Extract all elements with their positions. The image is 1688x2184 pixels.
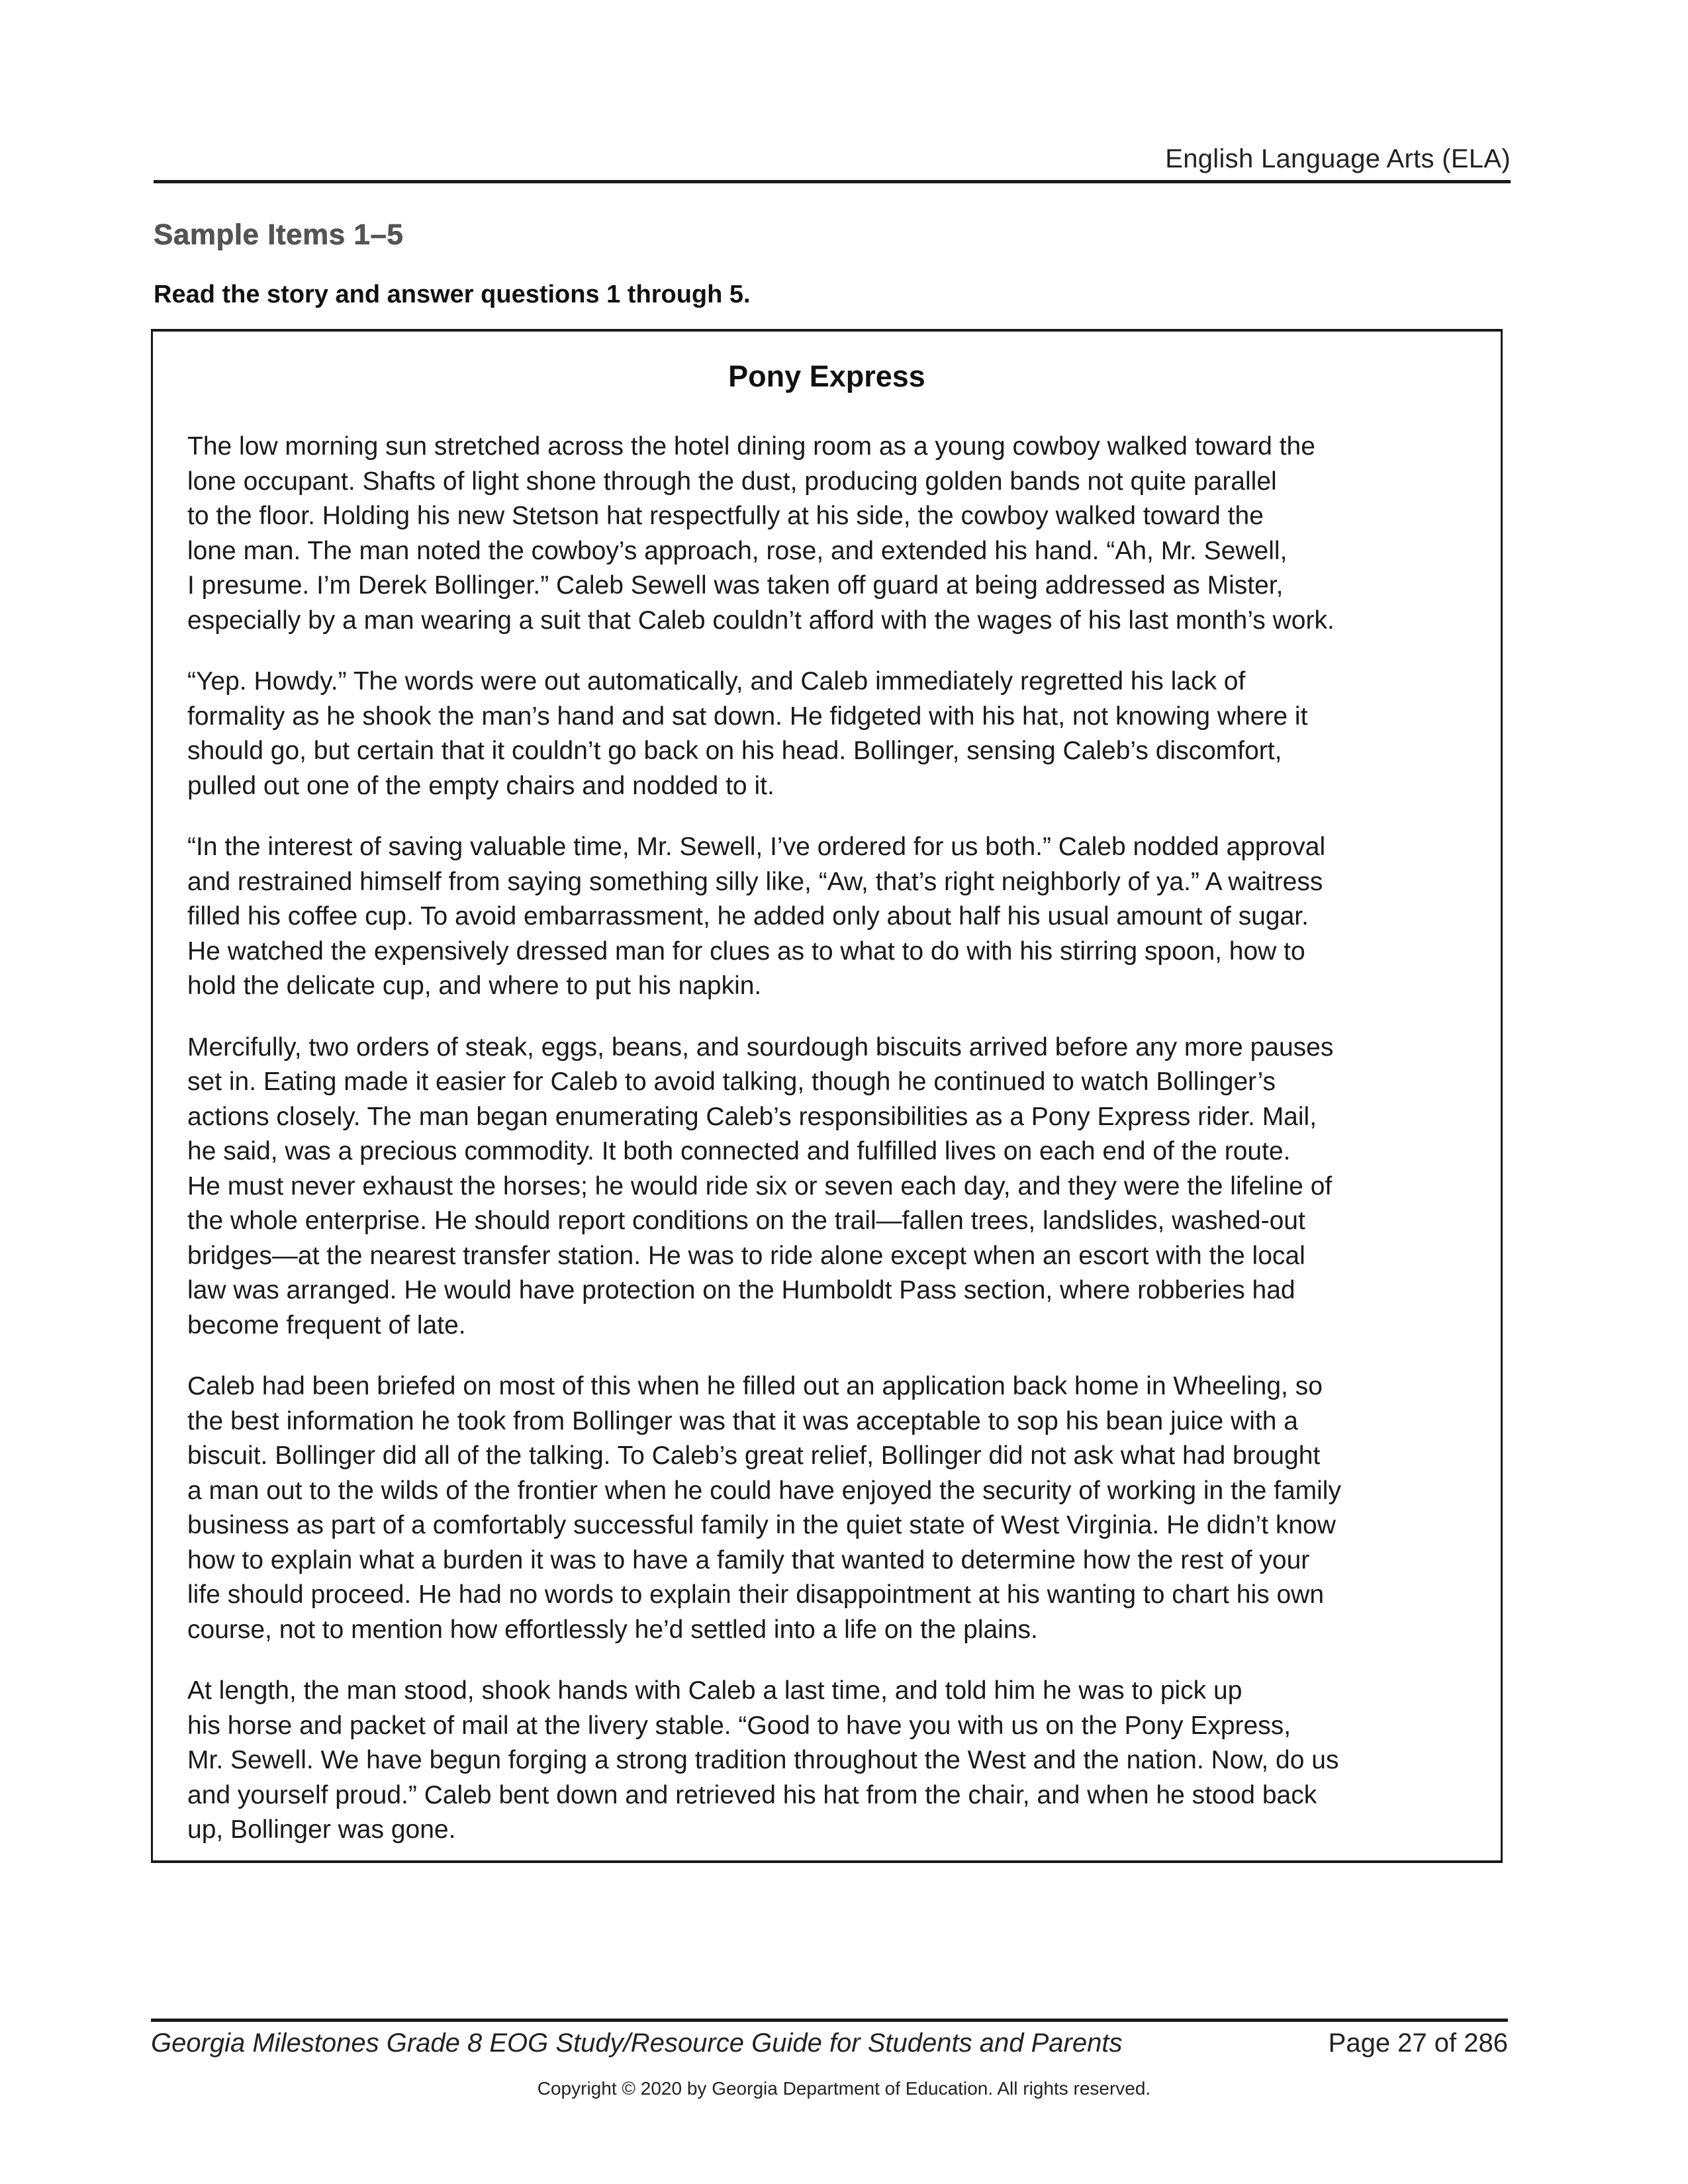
text-line: life should proceed. He had no words to explain their disappointment at his wanting to chart his own — [187, 1580, 1325, 1609]
text-line: he said, was a precious commodity. It both connected and fulfilled lives on each end of the route. — [187, 1137, 1291, 1165]
text-line: Mercifully, two orders of steak, eggs, beans, and sourdough biscuits arrived before any more pauses — [187, 1032, 1334, 1062]
subject-label: English Language Arts (ELA) — [1165, 144, 1511, 173]
text-line: The low morning sun stretched across the hotel dining room as a young cowboy walked toward the — [187, 432, 1315, 461]
text-line: become frequent of late. — [187, 1310, 466, 1340]
text-line: lone man. The man noted the cowboy’s approach, rose, and extended his hand. “Ah, Mr. Sewell, — [187, 536, 1288, 565]
text-line: filled his coffee cup. To avoid embarrassment, he added only about half his usual amount of sugar. — [187, 902, 1309, 931]
text-line: lone occupant. Shafts of light shone through the dust, producing golden bands not quite parallel — [187, 467, 1277, 496]
page-number: Page 27 of 286 — [1328, 2028, 1508, 2058]
passage-paragraph — [187, 830, 1485, 1004]
passage-paragraph — [187, 1030, 1485, 1343]
text-line: I presume. I’m Derek Bollinger.” Caleb Sewell was taken off guard at being addressed as Mister, — [187, 571, 1284, 600]
text-line: bridges—at the nearest transfer station. He was to ride alone except when an escort with the local — [187, 1241, 1305, 1270]
text-line: should go, but certain that it couldn’t go back on his head. Bollinger, sensing Caleb’s discomfort, — [187, 737, 1282, 765]
text-line: business as part of a comfortably successful family in the quiet state of West Virginia. He didn’t know — [187, 1511, 1336, 1539]
text-line: Mr. Sewell. We have begun forging a strong tradition throughout the West and the nation. Now, do us — [187, 1746, 1339, 1774]
passage-paragraph — [187, 430, 1485, 638]
text-line: “Yep. Howdy.” The words were out automatically, and Caleb immediately regretted his lack of — [187, 667, 1246, 696]
passage-paragraph — [187, 1674, 1485, 1848]
text-line: how to explain what a burden it was to have a family that wanted to determine how the rest of your — [187, 1545, 1310, 1574]
text-line: his horse and packet of mail at the livery stable. “Good to have you with us on the Pony Express, — [187, 1711, 1291, 1740]
page-footer — [151, 2019, 1508, 2058]
text-line: the whole enterprise. He should report conditions on the trail—fallen trees, landslides, washed-out — [187, 1206, 1305, 1235]
guide-title: Georgia Milestones Grade 8 EOG Study/Resource Guide for Students and Parents — [151, 2028, 1123, 2058]
text-line: a man out to the wilds of the frontier when he could have enjoyed the security of working in the family — [187, 1476, 1341, 1505]
text-line: Caleb had been briefed on most of this when he filled out an application back home in Wheeling, so — [187, 1372, 1323, 1400]
section-title: Sample Items 1–5 — [154, 218, 404, 251]
text-line: He must never exhaust the horses; he would ride six or seven each day, and they were the lifeline of — [187, 1171, 1333, 1201]
passage-box — [151, 329, 1503, 1863]
copyright-notice: Copyright © 2020 by Georgia Department of Education. All rights reserved. — [537, 2078, 1151, 2099]
passage-body — [187, 430, 1485, 1874]
text-line: At length, the man stood, shook hands with Caleb a last time, and told him he was to pick up — [187, 1676, 1243, 1705]
text-line: especially by a man wearing a suit that Caleb couldn’t afford with the wages of his last month’s work. — [187, 606, 1335, 635]
text-line: the best information he took from Bollinger was that it was acceptable to sop his bean juice with a — [187, 1406, 1298, 1435]
text-line: and restrained himself from saying something silly like, “Aw, that’s right neighborly of ya.” A waitress — [187, 867, 1323, 896]
instructions: Read the story and answer questions 1 through 5. — [154, 281, 751, 308]
text-line: biscuit. Bollinger did all of the talking. To Caleb’s great relief, Bollinger did not ask what had brought — [187, 1441, 1321, 1470]
passage-title: Pony Express — [728, 359, 925, 393]
text-line: hold the delicate cup, and where to put his napkin. — [187, 972, 762, 1000]
text-line: and yourself proud.” Caleb bent down and retrieved his hat from the chair, and when he stood back — [187, 1780, 1317, 1809]
text-line: actions closely. The man began enumerating Caleb’s responsibilities as a Pony Express rider. Mail, — [187, 1102, 1317, 1131]
text-line: set in. Eating made it easier for Caleb to avoid talking, though he continued to watch Bollinger’s — [187, 1068, 1276, 1096]
page-header — [154, 144, 1511, 183]
text-line: “In the interest of saving valuable time, Mr. Sewell, I’ve ordered for us both.” Caleb nodded approval — [187, 833, 1326, 861]
text-line: law was arranged. He would have protection on the Humboldt Pass section, where robberies had — [187, 1276, 1295, 1304]
passage-paragraph — [187, 664, 1485, 803]
text-line: formality as he shook the man’s hand and sat down. He fidgeted with his hat, not knowing where it — [187, 702, 1308, 731]
text-line: He watched the expensively dressed man for clues as to what to do with his stirring spoon, how to — [187, 936, 1305, 966]
text-line: course, not to mention how effortlessly he’d settled into a life on the plains. — [187, 1615, 1038, 1644]
passage-paragraph — [187, 1369, 1485, 1647]
text-line: up, Bollinger was gone. — [187, 1815, 456, 1844]
text-line: pulled out one of the empty chairs and nodded to it. — [187, 771, 774, 800]
text-line: to the floor. Holding his new Stetson hat respectfully at his side, the cowboy walked toward the — [187, 502, 1264, 530]
